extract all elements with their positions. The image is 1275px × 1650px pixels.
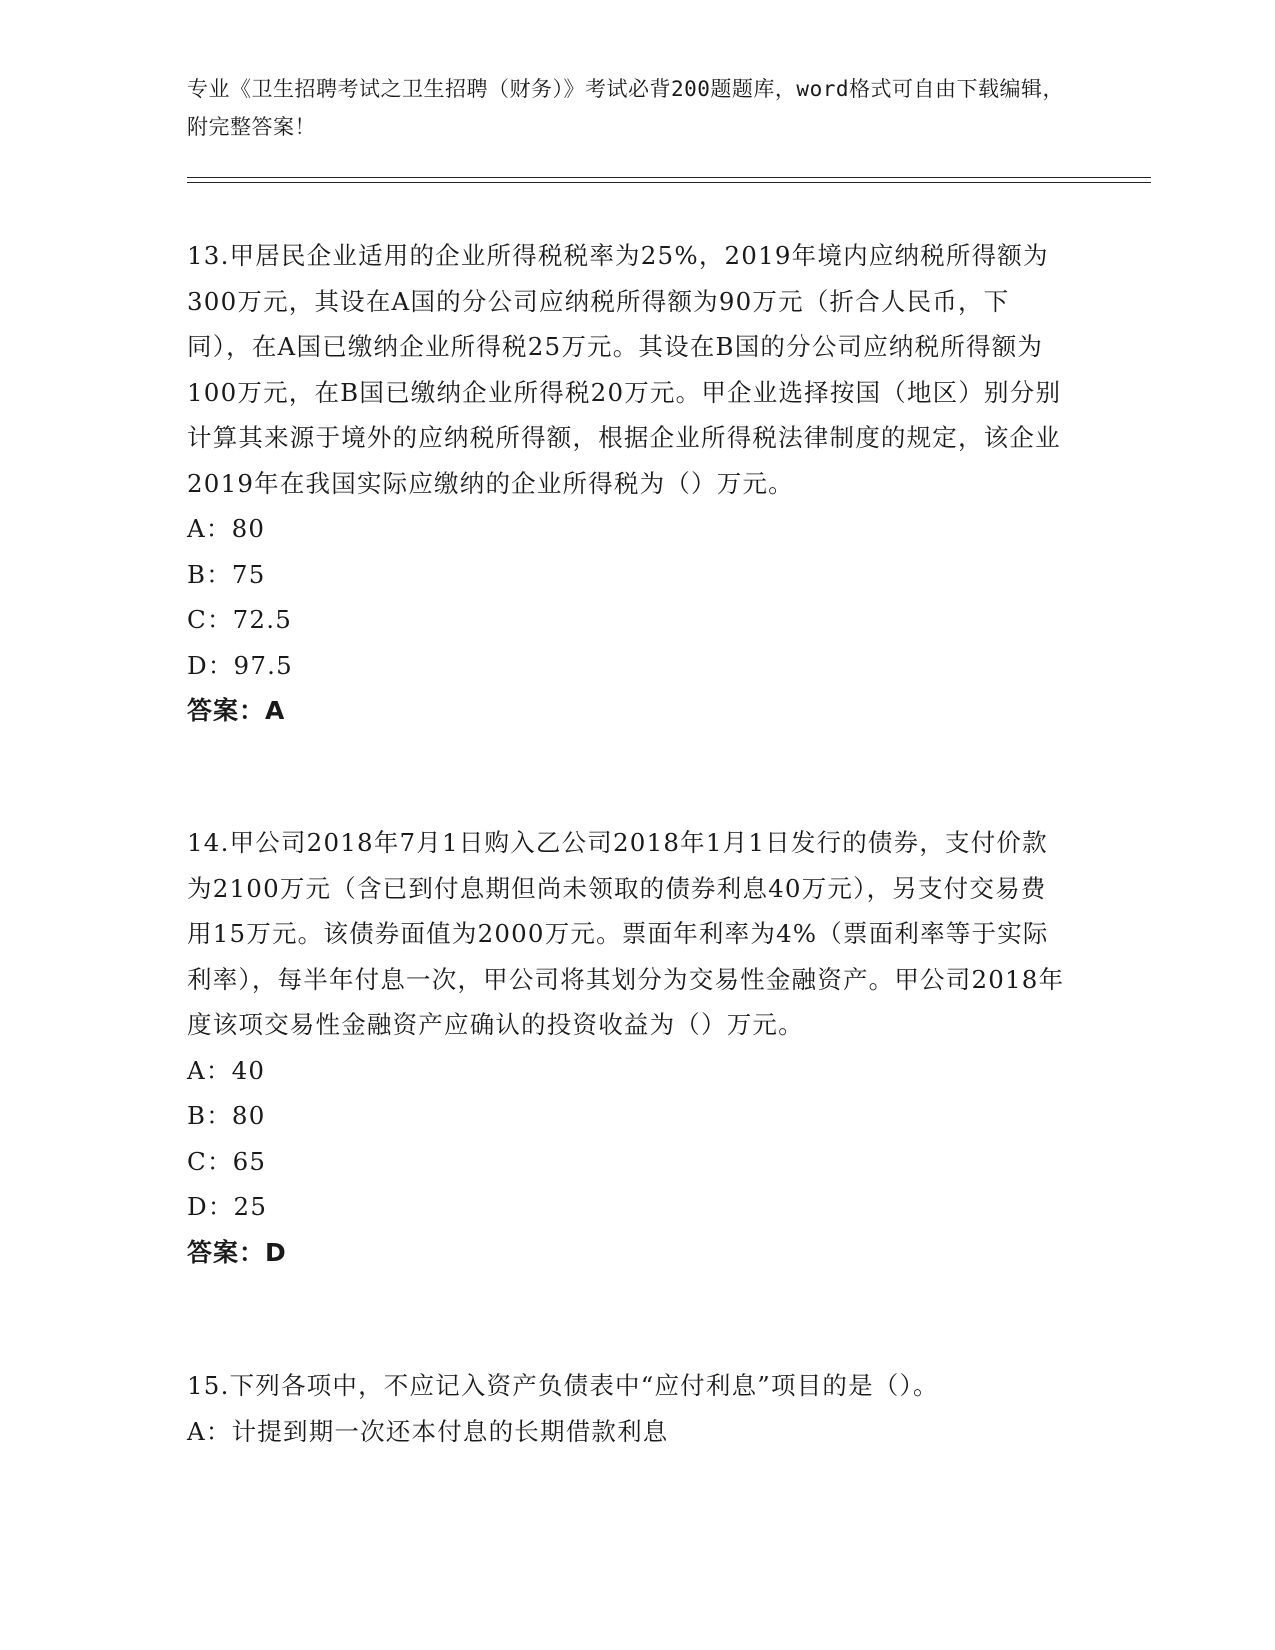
question-stem: 13.甲居民企业适用的企业所得税税率为25%，2019年境内应纳税所得额为300万元，其设在A国的分公司应纳税所得额为90万元（折合人民币，下同），在A国已缴纳企业所得税25万元。其设在B国的分公司应纳税所得额为100万元，在B国已缴纳企业所得税20万元。甲企业选择按国（地区）别分别计算其来源于境外的应纳税所得额，根据企业所得税法律制度的规定，该企业2019年在我国实际应缴纳的企业所得税为（）万元。 xyxy=(187,241,1062,498)
header-divider-top xyxy=(187,177,1151,178)
question-15 xyxy=(187,1363,1067,1454)
question-stem: 15.下列各项中，不应记入资产负债表中“应付利息”项目的是（）。 xyxy=(187,1371,939,1400)
question-14 xyxy=(187,820,1067,1275)
option-b: B：80 xyxy=(187,1101,266,1130)
option-c: C：72.5 xyxy=(187,605,292,634)
question-13 xyxy=(187,233,1067,734)
option-a: A：计提到期一次还本付息的长期借款利息 xyxy=(187,1416,669,1446)
option-c: C：65 xyxy=(187,1146,267,1176)
option-b: B：75 xyxy=(187,559,266,589)
answer-label: 答案：D xyxy=(187,1237,287,1267)
option-d: D：97.5 xyxy=(187,650,293,680)
question-stem: 14.甲公司2018年7月1日购入乙公司2018年1月1日发行的债券，支付价款为2100万元（含已到付息期但尚未领取的债券利息40万元），另支付交易费用15万元。该债券面值为2000万元。票面年利率为4%（票面利率等于实际利率），每半年付息一次，甲公司将其划分为交易性金融资产。甲公司2018年度该项交易性金融资产应确认的投资收益为（）万元。 xyxy=(187,828,1065,1039)
option-d: D：25 xyxy=(187,1192,268,1221)
header-divider-bottom xyxy=(187,182,1151,183)
option-a: A：40 xyxy=(187,1055,266,1085)
document-header: 专业《卫生招聘考试之卫生招聘（财务）》考试必背200题题库，word格式可自由下载编辑，附完整答案！ xyxy=(187,77,1064,139)
answer-label: 答案：A xyxy=(187,696,286,725)
option-a: A：80 xyxy=(187,514,266,543)
